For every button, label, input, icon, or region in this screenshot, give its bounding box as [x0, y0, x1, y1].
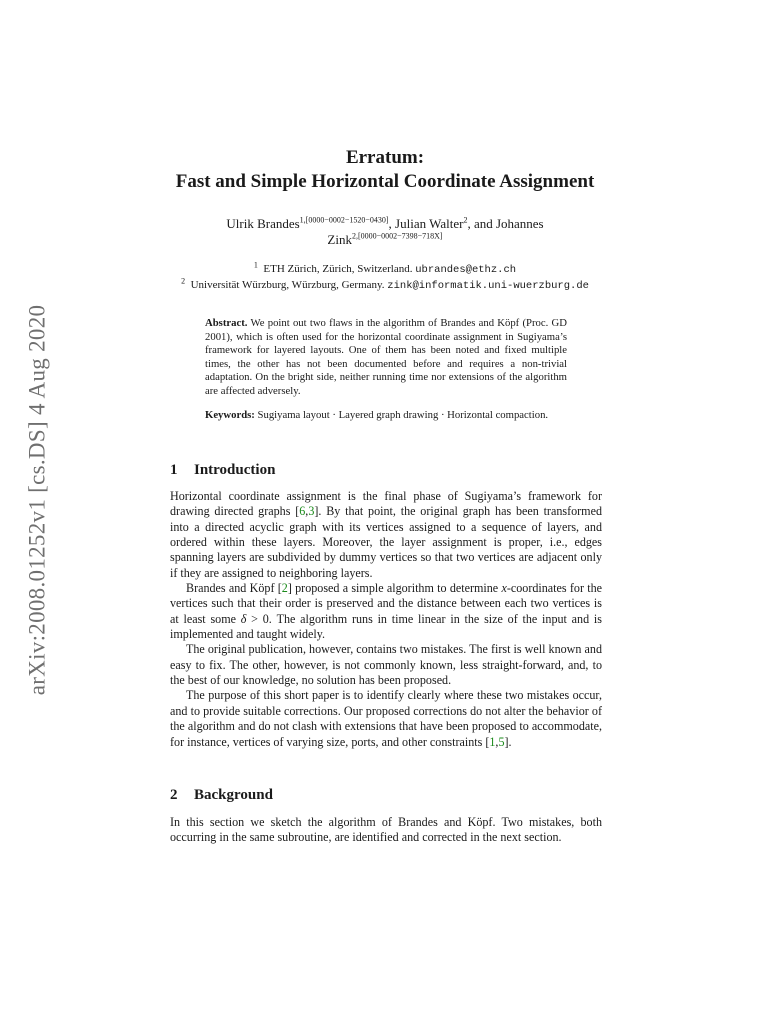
text-run: ,	[305, 504, 309, 519]
text-run: ].	[504, 734, 512, 749]
math-symbol: δ	[240, 611, 247, 626]
text-run: ] proposed a simple algorithm to determine	[287, 581, 502, 596]
text-run: > 0. The algorithm runs in time linear in the size of the input and is implemented and taught widely.	[170, 611, 602, 642]
keywords-paragraph	[205, 409, 567, 423]
citation-link[interactable]: 3	[308, 504, 315, 519]
background-body	[170, 815, 602, 846]
email-link[interactable]: ubrandes@ethz.ch	[415, 264, 517, 276]
text-run: ]. By that point, the original graph has been transformed into a directed acyclic graph with its vertices assigned to a sequence of layers, and ordered within these layers. Moreover, the layer assignment is proper, i.e., edges spanning layers are subdivided by dummy vertices so that two vertices are adjacent only if they are assigned to neighboring layers.	[170, 504, 602, 580]
author-orcid-sup: 1,[0000−0002−1520−0430]	[299, 215, 389, 225]
affiliation-text: ETH Zürich, Zürich, Switzerland.	[263, 263, 413, 275]
citation-link[interactable]: 5	[498, 734, 505, 749]
keywords-label: Keywords:	[205, 408, 255, 421]
section-number: 1	[170, 462, 178, 478]
affiliation-number: 2	[181, 276, 186, 286]
title-line-1: Erratum:	[345, 147, 425, 168]
paragraph	[170, 688, 602, 749]
text-run: -coordinates for the vertices such that their order is preserved and the distance between each two vertices is at least some	[170, 581, 603, 626]
title-line-2: Fast and Simple Horizontal Coordinate Assignment	[175, 171, 595, 192]
section-title: Background	[194, 787, 273, 803]
section-heading-background	[170, 786, 273, 804]
arxiv-sidebar-stamp	[22, 280, 52, 720]
introduction-body	[170, 489, 602, 750]
abstract-text: We point out two flaws in the algorithm of Brandes and Köpf (Proc. GD 2001), which is often used for the horizontal coordinate assignment in Sugiyama’s framework for layered layouts. One of them has been noted and fixed multiple times, the other has not been documented before and requires a non-trivial adaptation. On the bright side, neither running time nor extensions of the algorithm are affected adversely.	[205, 317, 567, 397]
affiliation-1	[150, 262, 620, 278]
author-name: , and Johannes	[467, 216, 544, 231]
author-name: , Julian Walter	[388, 216, 464, 231]
author-name: Zink	[327, 232, 352, 247]
paragraph: In this section we sketch the algorithm of Brandes and Köpf. Two mistakes, both occurring in the same subroutine, are identified and corrected in the next section.	[170, 815, 602, 845]
paragraph	[170, 581, 602, 642]
abstract	[205, 317, 567, 422]
paper-title	[170, 146, 600, 194]
text-run: Horizontal coordinate assignment is the final phase of Sugiyama’s framework for drawing directed graphs [	[170, 489, 602, 519]
text-run: ,	[495, 734, 499, 749]
text-run: The purpose of this short paper is to identify clearly where these two mistakes occur, and to provide suitable corrections. Our proposed corrections do not alter the behavior of the algorithm and do not clash with extensions that have been proposed to accommodate, for instance, vertices of varying size, ports, and other constraints [	[170, 688, 602, 749]
author-orcid-sup: 2,[0000−0002−7398−718X]	[351, 231, 443, 241]
section-title: Introduction	[194, 462, 276, 478]
affiliation-text: Universität Würzburg, Würzburg, Germany.	[190, 279, 385, 291]
text-run: Brandes and Köpf [	[186, 581, 282, 596]
abstract-label: Abstract.	[205, 317, 248, 329]
affiliation-number: 1	[253, 260, 258, 270]
arxiv-identifier: arXiv:2008.01252v1 [cs.DS] 4 Aug 2020	[24, 304, 50, 696]
abstract-paragraph	[205, 317, 567, 399]
paragraph	[170, 489, 602, 581]
keywords-text: Sugiyama layout · Layered graph drawing · Horizontal compaction.	[257, 408, 549, 421]
section-number: 2	[170, 787, 178, 803]
affiliations	[150, 262, 620, 294]
email-link[interactable]: zink@informatik.uni-wuerzburg.de	[387, 280, 589, 292]
paragraph: The original publication, however, contains two mistakes. The first is well known and easy to fix. The other, however, is not commonly known, less straight-forward, and, to the best of our knowledge, no solution has been proposed.	[170, 642, 602, 688]
author-affil-sup: 2	[463, 215, 468, 225]
math-symbol: x	[501, 581, 507, 596]
affiliation-2	[150, 278, 620, 294]
citation-link[interactable]: 2	[281, 581, 288, 596]
citation-link[interactable]: 6	[299, 504, 306, 519]
author-name: Ulrik Brandes	[226, 216, 300, 231]
author-list	[200, 216, 570, 248]
section-heading-introduction	[170, 461, 275, 479]
citation-link[interactable]: 1	[489, 734, 496, 749]
